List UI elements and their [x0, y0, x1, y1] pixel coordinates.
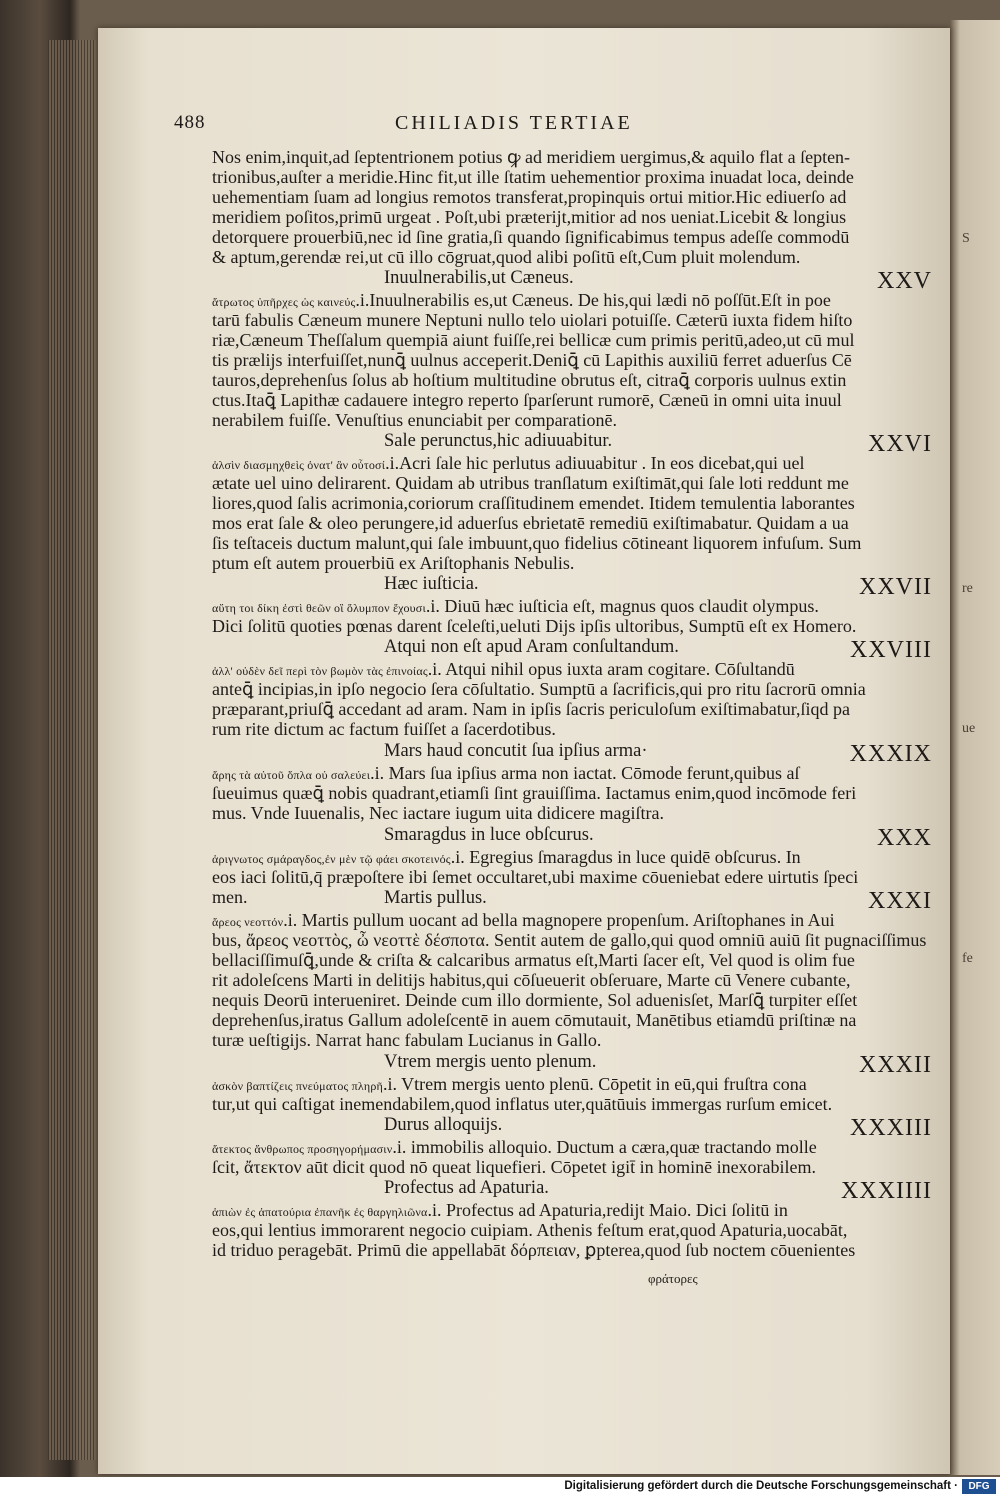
- adage-numeral: XXXIII: [850, 1115, 932, 1141]
- text-line: deprehenſus,iratus Gallum adoleſcentē in auem cōmutauit, Manētibus etiamdū priſtinæ na: [212, 1010, 857, 1030]
- text-line: Dici ſolitū quoties pœnas darent ſceleſti,ueluti Dijs ipſis ultoribus, Sumptū eſt ex Homero.: [212, 616, 857, 636]
- page-number: 488: [174, 112, 206, 133]
- adage-numeral: XXXIIII: [841, 1178, 932, 1204]
- greek-quote: ἄρης τὰ αὐτοῦ ὅπλα οὐ σαλεύει: [212, 768, 371, 782]
- text-line: liores,quod ſalis acrimonia,coriorum craſſitudinem emendet. Itidem temulentia laborantes: [212, 493, 855, 513]
- greek-quote: ἀσκὸν βαπτίζεις πνεύματος πληρῆ: [212, 1079, 383, 1093]
- adage-numeral: XXVI: [868, 431, 932, 457]
- text-line: ἁλσὶν διασμηχθεὶς ὀνατ' ἂν οὗτοσί.i.Acri ſale hic perlutus adiuuabitur . In eos dicebat,qui uel: [212, 453, 805, 473]
- adage-title: Hæc iuſticia.: [384, 574, 479, 594]
- text-line: nerabilem fuiſſe. Venuſtius enunciabit per comparationē.: [212, 410, 618, 430]
- text-line: & aptum,gerendæ rei,ut cū illo cōgruat,quod alibi poſitū eſt,Cum pluit molendum.: [212, 247, 801, 267]
- text-line: ἄτεκτος ἄνθρωπος προσηγορήμασιν.i. immobilis alloquio. Ductum a cæra,quæ tractando molle: [212, 1137, 817, 1157]
- adage-title: Vtrem mergis uento plenum.: [384, 1052, 597, 1072]
- text-line: ἀριγνωτος σμάραγδος,ἐν μὲν τῷ φάει σκοτεινός.i. Egregius ſmaragdus in luce quidē obſcurus. In: [212, 847, 801, 867]
- greek-quote: ἀριγνωτος σμάραγδος,ἐν μὲν τῷ φάει σκοτεινός: [212, 852, 451, 866]
- footer-bar: [0, 1477, 1000, 1497]
- text-line: tis prælijs interfuiſſet,nunꝗ̄ uulnus acceperit.Deniꝗ̄ cū Lapithis auxiliū ferret aduerſus Cē: [212, 350, 852, 370]
- text-line: detorquere prouerbiū,nec id ſine gratia,ſi quando ſignificabimus tempus adeſſe commodū: [212, 227, 850, 247]
- text-line: ἄτρωτος ὑπῆρχες ὡς καινεύς.i.Inuulnerabilis es,ut Cæneus. De his,qui lædi nō poſſūt.Eſt in poe: [212, 290, 831, 310]
- adage-numeral: XXXI: [868, 888, 932, 914]
- text-line: ctus.Itaꝗ̄ Lapithæ cadauere integro reperto ſparſerunt rumorē, Cæneū in omni uita inuul: [212, 390, 842, 410]
- text-line: mos erat ſale & oleo perungere,id aduerſus ebrietatē remediū exiſtimabatur. Quidam a ua: [212, 513, 849, 533]
- adage-numeral: XXXII: [859, 1052, 932, 1078]
- running-title: CHILIADIS TERTIAE: [395, 112, 633, 134]
- text-line: ætate uel uino delirarent. Quidam ab utribus tranſlatum exiſtimāt,qui ſale loti reddunt me: [212, 473, 849, 493]
- text-line: turæ ueſtigijs. Narrat hanc fabulam Lucianus in Gallo.: [212, 1030, 602, 1050]
- adage-numeral: XXVII: [859, 574, 932, 600]
- text-line: rit adoleſcens Marti in delitijs habitus,qui cōſueuerit obſeruare, Marte cū Venere cubante,: [212, 970, 851, 990]
- dfg-logo-icon[interactable]: DFG: [962, 1479, 996, 1494]
- text-line: ἀπιὼν ἐς ἀπατούρια ἐπανῆκ ἐς θαργηλιῶνα.i. Profectus ad Apaturia,redijt Maio. Dici ſolitū in: [212, 1200, 788, 1220]
- greek-quote: ἄτεκτος ἄνθρωπος προσηγορήμασιν: [212, 1142, 393, 1156]
- text-line: ptum eſt autem prouerbiū ex Ariſtophanis Nebulis.: [212, 553, 575, 573]
- adage-title: Smaragdus in luce obſcurus.: [384, 825, 594, 845]
- adage-numeral: XXV: [877, 268, 932, 294]
- text-line: bellaciſſimuſꝗ̄,unde & criſta & calcaribus armatus eſt,Marti ſacer eſt, Vel quod is olim fue: [212, 950, 855, 970]
- text-line: nequis Deorū interueniret. Deinde cum illo dormiente, Sol aduenisſet, Marſꝗ̄ turpiter eſſet: [212, 990, 858, 1010]
- greek-quote: ἀπιὼν ἐς ἀπατούρια ἐπανῆκ ἐς θαργηλιῶνα: [212, 1205, 428, 1219]
- text-line: ἀλλ' οὐδὲν δεῖ περὶ τὸν βωμὸν τὰς ἐπινοίας.i. Atqui nihil opus iuxta aram cogitare. Cōſultandū: [212, 659, 795, 679]
- text-line: ſueuimus quæꝗ̄ nobis quadrant,etiamſi ſint grauiſſima. Iactamus enim,quod incōmode feri: [212, 783, 857, 803]
- text-line: meridiem poſitos,primū urgeat . Poſt,ubi præterijt,mitior ad nos ueniat.Licebit & longius: [212, 207, 847, 227]
- greek-quote: ἁλσὶν διασμηχθεὶς ὀνατ' ἂν οὗτοσί: [212, 458, 386, 472]
- greek-quote: ἄρεος νεοττόν: [212, 915, 284, 929]
- text-line: bus, ἄρεος νεοττὸς, ὦ νεοττὲ δέσποτα. Sentit autem de gallo,qui quod omniū auiū ſit pugnaciſſimus: [212, 930, 927, 950]
- adage-title: Inuulnerabilis,ut Cæneus.: [384, 268, 574, 288]
- page-edges: [48, 40, 96, 1460]
- text-line: anteꝗ̄ incipias,in ipſo negocio ſera cōſultatio. Sumptū a ſacrificis,qui pro ritu ſacrorū omnia: [212, 679, 866, 699]
- adage-numeral: XXVIII: [850, 637, 932, 663]
- text-line: trionibus,auſter a meridie.Hinc fit,ut ille ſtatim uehementior proxima inuadat loca, deinde: [212, 167, 854, 187]
- text-line: ſcit, ἄτεκτον aūt dicit quod nō queat liquefieri. Cōpetet igit̄ in hominē inexorabilem.: [212, 1157, 817, 1177]
- adage-title: Profectus ad Apaturia.: [384, 1178, 549, 1198]
- text-line: tarū fabulis Cæneum munere Neptuni nullo telo uiolari potuiſſe. Cæterū iuxta fidem hiſto: [212, 310, 853, 330]
- text-line: ſis teſtaceis ductum malunt,qui ſale imbuunt,quo fidelius cōtineant liquorem infuſum. Sum: [212, 533, 862, 553]
- catchword: φράτορες: [648, 1271, 698, 1286]
- text-line: riæ,Cæneum Theſſalum quempiā aiunt fuiſſe,rei bellicæ cum primis peritū,adeo,ut cū mul: [212, 330, 855, 350]
- page-header: [0, 112, 1000, 142]
- text-line: tauros,deprehenſus ſolus ab hoſtium multitudine obrutus eſt, citraꝗ̄ corporis uulnus extin: [212, 370, 847, 390]
- text-line: id triduo peragebāt. Primū die appellabāt δόρπειαν, ꝑpterea,quod ſub noctem cōuenientes: [212, 1240, 856, 1260]
- text-line: rum rite dictum ac factum fuiſſet a ſacerdotibus.: [212, 719, 556, 739]
- text-line: præparant,priuſꝗ̄ accedant ad aram. Nam in ipſis ſacris periculoſum exiſtimabatur,ſiqd pa: [212, 699, 850, 719]
- adage-title: Mars haud concutit ſua ipſius arma·: [384, 741, 648, 761]
- adage-title: Atqui non eſt apud Aram conſultandum.: [384, 637, 679, 657]
- greek-quote: αὕτη τοι δίκη ἐστὶ θεῶν οἳ ὄλυμπον ἔχουσι: [212, 601, 426, 615]
- text-line: men.: [212, 887, 248, 907]
- funding-note: Digitalisierung gefördert durch die Deutsche Forschungsgemeinschaft ·: [564, 1480, 958, 1492]
- text-line: ἄρης τὰ αὐτοῦ ὅπλα οὐ σαλεύει.i. Mars ſua ipſius arma non iactat. Cōmode ferunt,quibus aſ: [212, 763, 800, 783]
- adage-numeral: XXX: [877, 825, 932, 851]
- greek-quote: ἀλλ' οὐδὲν δεῖ περὶ τὸν βωμὸν τὰς ἐπινοίας: [212, 664, 428, 678]
- adage-title: Durus alloquijs.: [384, 1115, 503, 1135]
- text-line: ἀσκὸν βαπτίζεις πνεύματος πληρῆ.i. Vtrem mergis uento plenū. Cōpetit in eū,qui fruſtra cona: [212, 1074, 807, 1094]
- text-line: ἄρεος νεοττόν.i. Martis pullum uocant ad bella magnopere propenſum. Ariſtophanes in Aui: [212, 910, 835, 930]
- text-line: tur,ut qui caſtigat inemendabilem,quod inflatus uter,quātūuis immergas rurſum emicet.: [212, 1094, 833, 1114]
- greek-quote: ἄτρωτος ὑπῆρχες ὡς καινεύς: [212, 295, 356, 309]
- adage-numeral: XXXIX: [849, 741, 932, 767]
- adage-title: Sale perunctus,hic adiuuabitur.: [384, 431, 613, 451]
- text-line: eos,qui lentius immorarent negocio cuipiam. Athenis feſtum erat,quod Apaturia,uocabāt,: [212, 1220, 848, 1240]
- adage-title: Martis pullus.: [384, 888, 487, 908]
- text-line: αὕτη τοι δίκη ἐστὶ θεῶν οἳ ὄλυμπον ἔχουσι.i. Diuū hæc iuſticia eſt, magnus quos claudit olympus.: [212, 596, 819, 616]
- text-line: uehementiam ſuam ad longius remotos transferat,propinquis ortui mitior.Hic ediuerſo ad: [212, 187, 847, 207]
- text-line: Nos enim,inquit,ad ſeptentrionem potius ꝙ ad meridiem uergimus,& aquilo flat a ſepten-: [212, 147, 851, 167]
- facing-page-edge: S re ue fe: [950, 20, 1000, 1475]
- text-line: eos iaci ſolitū,q̄ præpoſtere ibi ſemet occultaret,ubi maxime cōueniebat edere uirtutis ſpeci: [212, 867, 859, 887]
- text-line: mus. Vnde Iuuenalis, Nec iactare iugum uita didicere magiſtra.: [212, 803, 665, 823]
